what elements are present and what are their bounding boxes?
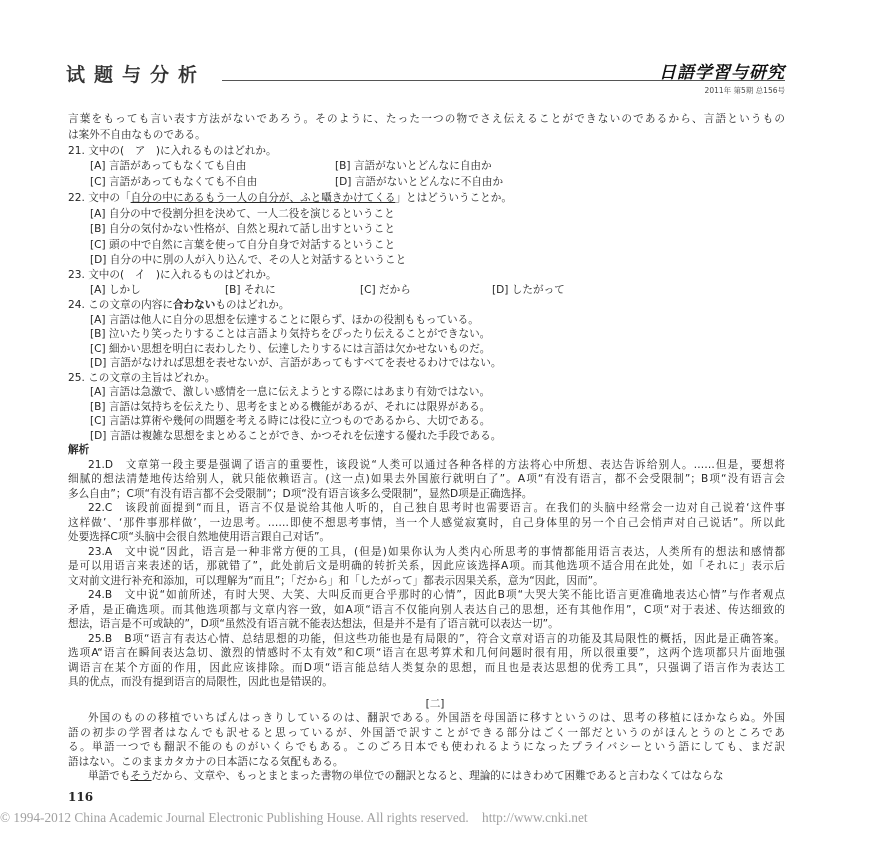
analysis-line: 24.B 文中说“如前所述，有时大哭、大笑、大叫反而更合乎那时的心情”，因此B项“大哭大笑不能比语言更准确地表达心情”与作者观点 [88, 589, 785, 601]
passage-line: 語はない。このままカタカナの日本語になる気配もある。 [68, 756, 344, 768]
analysis-line: 是可以用语言来表述的话，那就错了”，此处前后文是明确的转折关系，因此应该选择A项。而其他选项不适合用在此处，如「それに」表示后 [68, 560, 785, 572]
issue-info: 2011年 第5期 总156号 [704, 86, 785, 95]
stem-prefix: 22. 文中の「 [68, 192, 131, 204]
passage-line: る。単語一つでも翻訳不能のものがいくらでもある。このごろ日本でも使われるようになったプライバシーという語にしても、まだ訳 [68, 741, 785, 753]
analysis-line: 22.C 该段前面提到“而且，语言不仅是说给其他人听的，自己独自思考时也需要语言。在我们的头脑中经常会一边对自己说着‘这件事 [88, 502, 785, 514]
analysis-line: 细腻的想法清楚地传达给别人，就只能依赖语言。(这一点)如果去外国旅行就明白了”。A项“有没有语言，都不会受限制”；B项“没有语言会 [68, 473, 785, 485]
stem-bold: 合わない [172, 299, 216, 311]
option-d: [D] したがって [492, 284, 565, 296]
option-b: [B] 泣いたり笑ったりすることは言語より気持ちをぴったり伝えることができない。 [90, 328, 491, 340]
option-d: [D] 言語がなければ思想を表せないが、言語があってもすべてを表せるわけではない。 [90, 357, 502, 369]
option-b: [B] 自分の気付かない性格が、自然と現れて話し出すということ [90, 223, 395, 235]
option-c: [C] 言語があってもなくても不自由 [90, 176, 258, 188]
stem-underlined: 自分の中にあるもう一人の自分が、ふと囁きかけてくる [130, 192, 396, 204]
analysis-line: 具的优点，而没有提到语言的局限性，因此也是错误的。 [68, 676, 333, 688]
passage-line [88, 769, 785, 783]
option-a: [A] 言語は急激で、激しい感情を一息に伝えようとする際にはあまり有効ではない。 [90, 386, 491, 398]
question-stem [68, 298, 785, 312]
option-c: [C] だから [360, 284, 411, 296]
option-b: [B] 言語がないとどんなに自由か [335, 160, 492, 172]
option-a: [A] 言語は他人に自分の思想を伝達することに限らず、ほかの役割ももっている。 [90, 314, 479, 326]
option-b: [B] 言語は気持ちを伝えたり、思考をまとめる機能があるが、それには限界がある。 [90, 401, 491, 413]
section-heading: [二] [425, 698, 445, 710]
stem-suffix: ものはどれか。 [215, 299, 290, 311]
option-d: [D] 自分の中に別の人が入り込んで、その人と対話するということ [90, 254, 407, 266]
option-d: [D] 言語がないとどんなに不自由か [335, 176, 504, 188]
analysis-line: 多么自由”；C项“有没有语言都不会受限制”；D项“没有语言该多么受限制”，显然D项是正确选择。 [68, 488, 533, 500]
page-number: 116 [68, 790, 94, 804]
analysis-line: 这样做’、‘那件事那样做’，一边思考。……即使不想思考事情，当一个人感觉寂寞时，自己身体里的另一个自己会悄声对自己说话”。所以此 [68, 517, 785, 529]
line-underlined: そう [130, 770, 152, 782]
copyright-notice: © 1994-2012 China Academic Journal Electronic Publishing House. All rights reserved. http://www.cnki.net [0, 810, 588, 825]
option-a: [A] しかし [90, 284, 141, 296]
analysis-line: 文对前文进行补充和添加，可以理解为“而且”；「だから」和「したがって」都表示因果关系，意为“因此，因而”。 [68, 575, 604, 587]
option-d: [D] 言語は複雑な思想をまとめることができ、かつそれを伝達する優れた手段である。 [90, 430, 502, 442]
stem-suffix: 」とはどういうことか。 [395, 192, 512, 204]
analysis-line: 21.D 文章第一段主要是强调了语言的重要性，该段说“人类可以通过各种各样的方法将心中所想、表达告诉给别人。……但是，要想将 [88, 459, 785, 471]
analysis-line: 25.B B项“语言有表达心情、总结思想的功能，但这些功能也是有局限的”，符合文章对语言的功能及其局限性的概括，因此是正确答案。 [88, 633, 785, 645]
passage-line: 語の初歩の学習者はなんでも訳せると思っているが、外国語で訳すことができる部分はごく一部だというのがほんとうのところであ [68, 727, 785, 739]
analysis-line: 处要选择C项“头脑中会很自然地使用语言跟自己对话”。 [68, 531, 331, 543]
option-a: [A] 自分の中で役割分担を決めて、一人二役を演じるということ [90, 208, 395, 220]
analysis-line: 调语言在某个方面的作用，因此应该排除。而D项“语言能总结人类复杂的思想，而且也是表达思想的优秀工具”，只强调了语言作为表达工 [68, 662, 785, 674]
option-c: [C] 頭の中で自然に言葉を使って自分自身で対話するということ [90, 239, 396, 251]
analysis-line: 23.A 文中说“因此，语言是一种非常方便的工具，(但是)如果你认为人类内心所思考的事情都能用语言表达，人类所有的想法和感情都 [88, 546, 785, 558]
option-b: [B] それに [225, 284, 276, 296]
passage-line: 言葉をもっても言い表す方法がないであろう。そのように、たった一つの物でさえ伝えることができないのであるから、言語というもの [68, 113, 785, 125]
question-stem: 23. 文中の( イ )に入れるものはどれか。 [68, 269, 277, 281]
passage-line: は案外不自由なものである。 [68, 129, 206, 141]
section-title: 试题与分析 [66, 64, 207, 86]
analysis-line: 矛盾，是正确选项。而其他选项都与文章内容一致，如A项“语言不仅能向别人表达自己的思想，还有其他作用”，C项“对于表述、传达细致的 [68, 604, 785, 616]
analysis-line: 想法，语言是不可或缺的”，D项“虽然没有语言就不能表达想法，但是并不是有了语言就可以表达一切”。 [68, 618, 559, 630]
line-suffix: だから、文章や、もっとまとまった書物の単位での翻訳となると、理論的にはきわめて困難であると言わなくてはならな [151, 770, 724, 782]
stem-prefix: 24. この文章の内容に [68, 299, 173, 311]
question-stem [68, 191, 785, 205]
analysis-line: 选项A“语言在瞬间表达急切、激烈的情感时不太有效”和C项“语言在思考算术和几何问题时很有用，所以很重要”，这两个选项都只片面地强 [68, 647, 785, 659]
option-c: [C] 細かい思想を明白に表わしたり、伝達したりするには言語は欠かせないものだ。 [90, 343, 491, 355]
option-c: [C] 言語は算術や幾何の問題を考える時には役に立つものであるから、大切である。 [90, 415, 491, 427]
question-stem: 25. この文章の主旨はどれか。 [68, 372, 216, 384]
option-a: [A] 言語があってもなくても自由 [90, 160, 247, 172]
question-stem: 21. 文中の( ア )に入れるものはどれか。 [68, 145, 277, 157]
line-prefix: 単語でも [88, 770, 131, 782]
analysis-heading: 解析 [68, 444, 90, 456]
journal-logo: 日語学習与研究 [659, 63, 785, 83]
passage-line: 外国のものの移植でいちばんはっきりしているのは、翻訳である。外国語を母国語に移すというのは、思考の移植にほかならぬ。外国 [88, 712, 785, 724]
